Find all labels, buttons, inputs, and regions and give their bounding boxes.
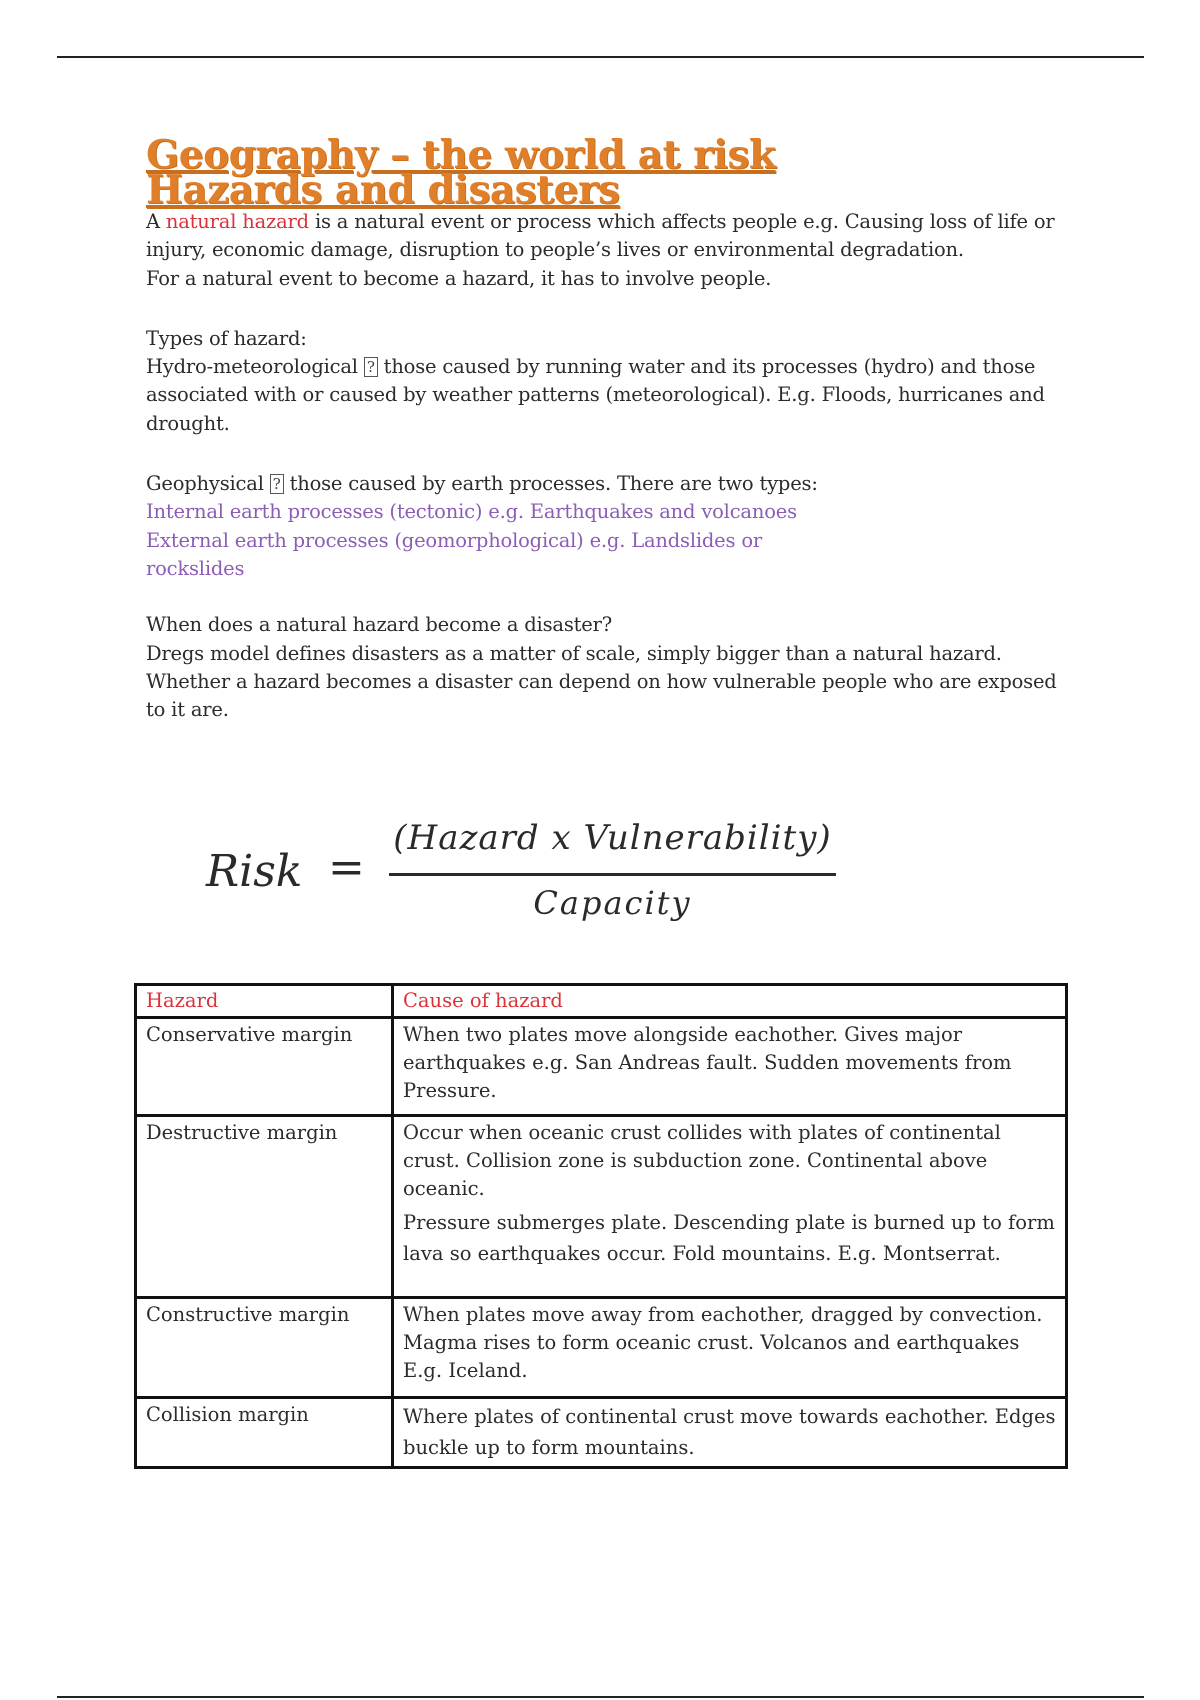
natural-hazard-term: natural hazard (165, 210, 309, 233)
disaster-question: When does a natural hazard become a disaster? (146, 613, 612, 637)
table-row (136, 1398, 1067, 1468)
cause-cell: When two plates move alongside eachother. Gives major earthquakes e.g. San Andreas fault. Sudden movements from Pressure. (393, 1018, 1067, 1116)
title-line-1: Geography – the world at risk (146, 132, 776, 178)
fraction-bar (389, 873, 836, 876)
document-body (146, 132, 1066, 724)
hazard-cell: Collision margin (136, 1398, 393, 1468)
hazard-cell: Conservative margin (136, 1018, 393, 1116)
hazard-table (134, 983, 1068, 1469)
header-cause: Cause of hazard (393, 985, 1067, 1018)
geo-paragraph: Geophysical ? those caused by earth processes. There are two types: (146, 472, 818, 496)
hazard-cell: Constructive margin (136, 1298, 393, 1398)
footer-rule (57, 1696, 1144, 1698)
hydro-paragraph: Hydro-meteorological ? those caused by running water and its processes (hydro) and those associated with or caused by weather patterns (meteorological). E.g. Floods, hurricanes and drought. (146, 355, 1045, 435)
intro-paragraph: A natural hazard is a natural event or process which affects people e.g. Causing loss of life or injury, economic damage, disruption to people’s lives or environmental degradation. (146, 210, 1055, 262)
cause-cell: Where plates of continental crust move towards eachother. Edges buckle up to form mountains. (393, 1398, 1067, 1468)
cause-cell: When plates move away from eachother, dragged by convection. Magma rises to form oceanic crust. Volcanos and earthquakes E.g. Iceland. (393, 1298, 1067, 1398)
risk-formula (206, 818, 846, 938)
formula-denominator: Capacity (533, 884, 692, 922)
formula-numerator: (Hazard x Vulnerability) (393, 818, 832, 858)
header-rule (57, 56, 1144, 58)
table-header-row (136, 985, 1067, 1018)
table-row (136, 1298, 1067, 1398)
document-title (146, 132, 1066, 213)
header-hazard: Hazard (136, 985, 393, 1018)
table-row (136, 1018, 1067, 1116)
external-processes: External earth processes (geomorphological) e.g. Landslides or rockslides (146, 528, 762, 580)
missing-glyph-icon: ? (364, 357, 378, 377)
table-row (136, 1116, 1067, 1298)
title-line-2: Hazards and disasters (146, 167, 620, 213)
formula-lhs: Risk (206, 846, 303, 897)
internal-processes: Internal earth processes (tectonic) e.g. Earthquakes and volcanoes (146, 500, 797, 524)
cause-cell: Occur when oceanic crust collides with plates of continental crust. Collision zone is subduction zone. Continental above oceanic. Pressure submerges plate. Descending plate is burned up to form lava so earthquakes occur. Fold mountains. E.g. Montserrat. (393, 1116, 1067, 1298)
intro-line-2: For a natural event to become a hazard, it has to involve people. (146, 266, 772, 290)
formula-equals: = (328, 842, 365, 893)
types-heading: Types of hazard: (146, 326, 307, 350)
missing-glyph-icon: ? (270, 474, 284, 494)
disaster-answer: Dregs model defines disasters as a matter of scale, simply bigger than a natural hazard. Whether a hazard becomes a disaster can depend on how vulnerable people who are exposed to it are. (146, 641, 1057, 722)
hazard-cell: Destructive margin (136, 1116, 393, 1298)
